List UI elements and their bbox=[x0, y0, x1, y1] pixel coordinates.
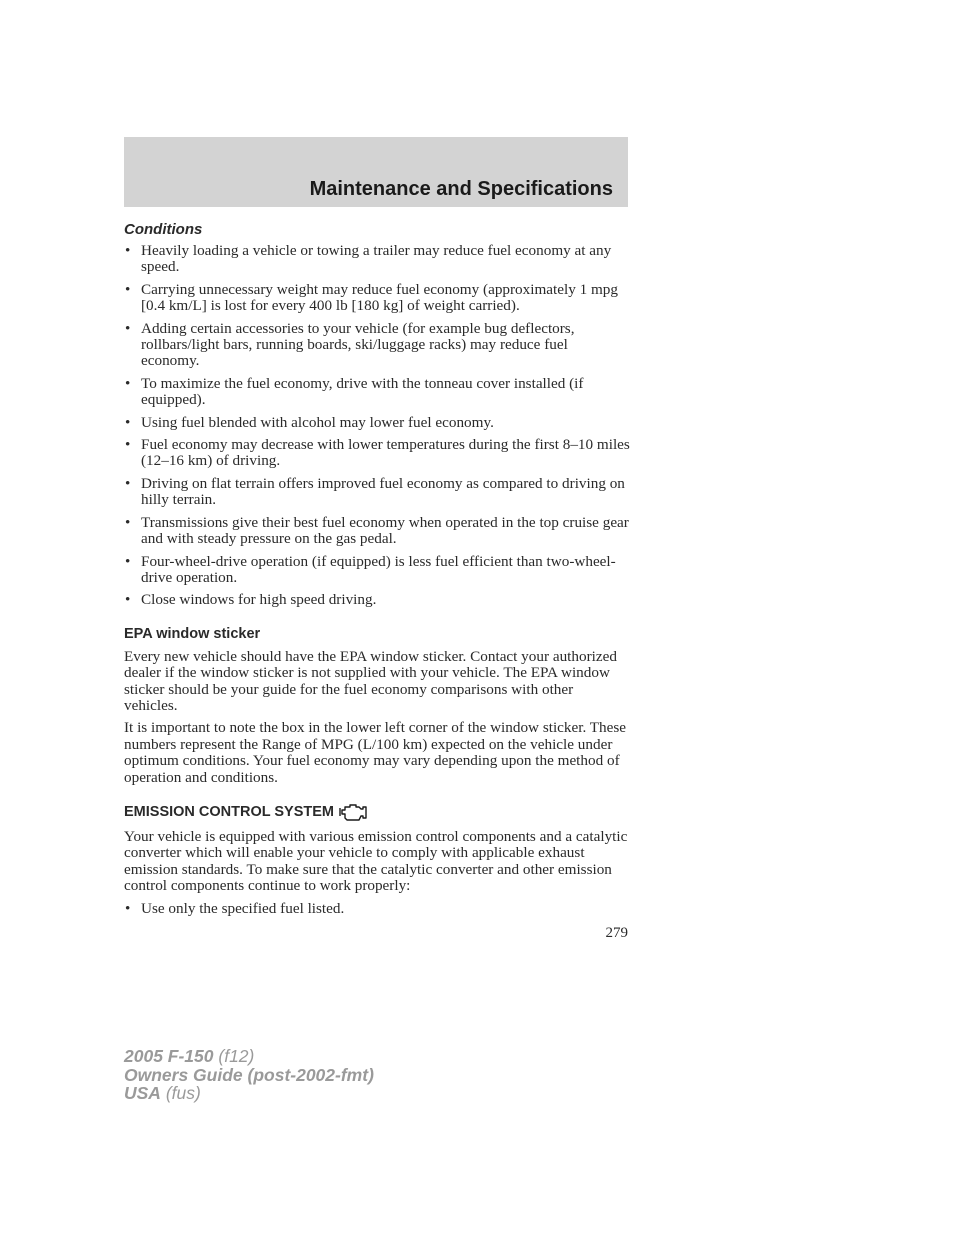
epa-paragraph-2: It is important to note the box in the lower left corner of the window sticker. These numbers represent the Range of MPG (L/100 km) expected on the vehicle under optimum conditions. Your fuel economy may vary depending upon the method of operation and conditions. bbox=[124, 719, 627, 786]
epa-heading: EPA window sticker bbox=[124, 625, 261, 642]
engine-icon bbox=[338, 802, 368, 824]
bullet-icon: • bbox=[125, 374, 131, 392]
document-footer bbox=[124, 1047, 374, 1103]
footer-line-1: 2005 F-150 (f12) bbox=[124, 1046, 255, 1066]
bullet-icon: • bbox=[125, 474, 131, 492]
emission-paragraph: Your vehicle is equipped with various emission control components and a catalytic converter which will enable your vehicle to comply with applicable exhaust emission standards. To make sure that the catalytic converter and other emission control components continue to work properly: bbox=[124, 827, 628, 895]
emission-heading bbox=[124, 802, 630, 824]
section-header-band bbox=[124, 137, 628, 207]
conditions-heading: Conditions bbox=[124, 221, 203, 238]
section-title: Maintenance and Specifications bbox=[309, 178, 613, 200]
list-item: • Use only the specified fuel listed. bbox=[125, 899, 345, 917]
list-item: • Driving on flat terrain offers improved fuel economy as compared to driving on hilly terrain. bbox=[125, 474, 625, 509]
conditions-list bbox=[124, 243, 630, 609]
list-item: • Carrying unnecessary weight may reduce fuel economy (approximately 1 mpg [0.4 km/L] is lost for every 400 lb [180 kg] of weight carried). bbox=[125, 280, 618, 315]
emission-heading-text: EMISSION CONTROL SYSTEM bbox=[124, 804, 335, 821]
page-number: 279 bbox=[605, 925, 628, 941]
bullet-icon: • bbox=[125, 436, 131, 454]
epa-paragraph-1: Every new vehicle should have the EPA window sticker. Contact your authorized dealer if the window sticker is not supplied with your vehicle. The EPA window sticker should be your guide for the fuel economy comparisons with other vehicles. bbox=[124, 647, 617, 714]
footer-line-3: USA (fus) bbox=[124, 1083, 201, 1103]
page-content bbox=[124, 220, 630, 923]
list-item: • Transmissions give their best fuel economy when operated in the top cruise gear and with steady pressure on the gas pedal. bbox=[125, 513, 629, 548]
bullet-icon: • bbox=[125, 899, 131, 917]
footer-line-2: Owners Guide (post-2002-fmt) bbox=[124, 1064, 374, 1085]
emission-list bbox=[124, 901, 630, 917]
bullet-icon: • bbox=[125, 319, 131, 337]
list-item: • Close windows for high speed driving. bbox=[125, 591, 377, 609]
bullet-icon: • bbox=[125, 280, 131, 298]
bullet-icon: • bbox=[125, 513, 131, 531]
bullet-icon: • bbox=[125, 242, 131, 259]
bullet-icon: • bbox=[125, 552, 131, 570]
list-item: • Fuel economy may decrease with lower temperatures during the first 8–10 miles (12–16 km) of driving. bbox=[125, 436, 630, 470]
list-item: • Adding certain accessories to your vehicle (for example bug deflectors, rollbars/light bars, running boards, ski/luggage racks) may reduce fuel economy. bbox=[125, 319, 575, 370]
bullet-icon: • bbox=[125, 591, 131, 609]
list-item: • Using fuel blended with alcohol may lower fuel economy. bbox=[125, 413, 494, 431]
list-item: • Four-wheel-drive operation (if equipped) is less fuel efficient than two-wheel-drive operation. bbox=[125, 552, 616, 586]
list-item: • To maximize the fuel economy, drive with the tonneau cover installed (if equipped). bbox=[125, 374, 584, 409]
list-item: • Heavily loading a vehicle or towing a trailer may reduce fuel economy at any speed. bbox=[125, 242, 612, 276]
bullet-icon: • bbox=[125, 413, 131, 431]
